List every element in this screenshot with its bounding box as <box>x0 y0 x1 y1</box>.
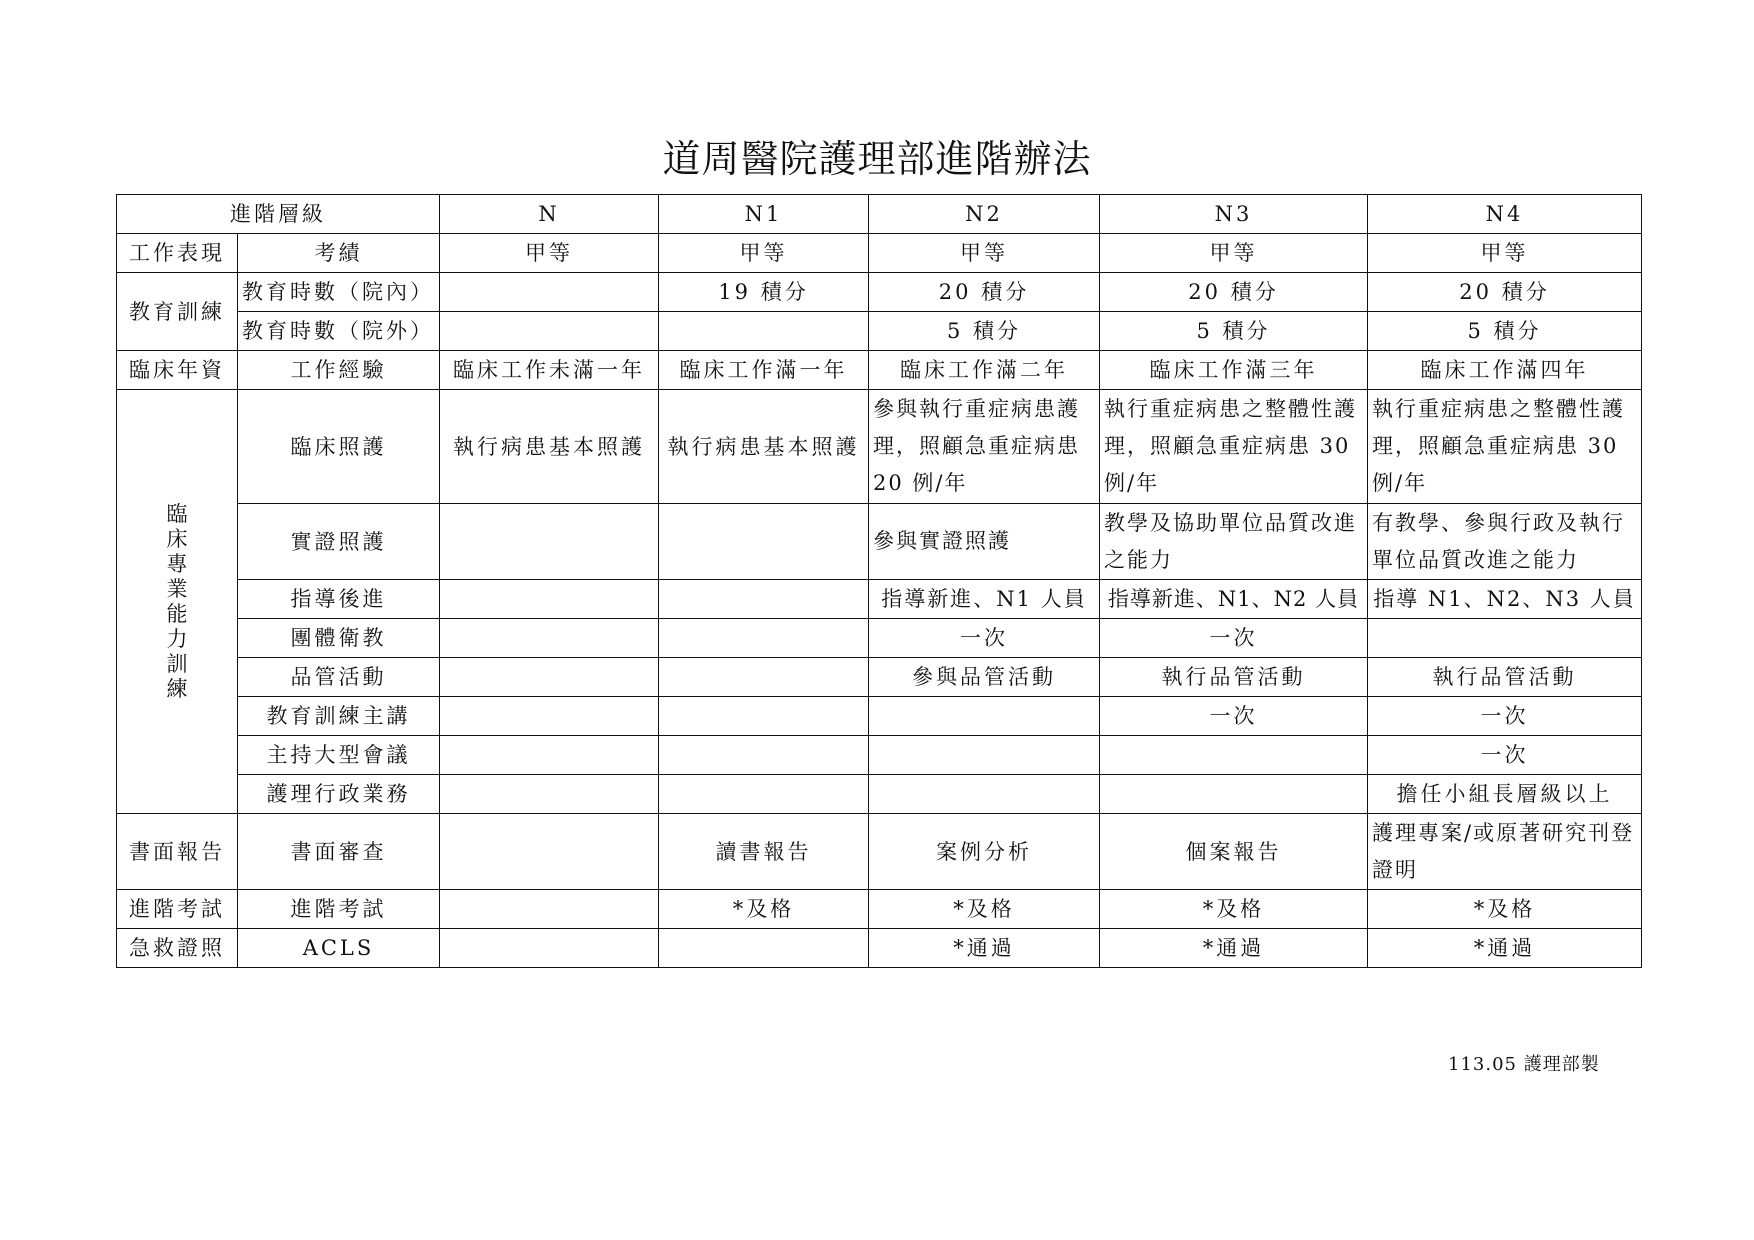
header-level-n: N <box>440 195 659 234</box>
table-cell: 一次 <box>869 619 1100 658</box>
table-cell: 執行病患基本照護 <box>659 390 869 504</box>
table-cell <box>659 775 869 814</box>
header-level-label: 進階層級 <box>117 195 440 234</box>
table-cell: 甲等 <box>1100 234 1368 273</box>
table-row <box>117 273 1642 312</box>
table-cell: 參與實證照護 <box>869 504 1100 580</box>
table-cell: 臨床工作滿一年 <box>659 351 869 390</box>
page-title: 道周醫院護理部進階辦法 <box>662 137 1092 181</box>
table-cell: *及格 <box>1100 890 1368 929</box>
row-item: 護理行政業務 <box>238 775 440 814</box>
table-cell <box>440 814 659 890</box>
table-cell: 執行品管活動 <box>1368 658 1642 697</box>
table-cell: 護理專案/或原著研究刊登證明 <box>1368 814 1642 890</box>
table-cell: 指導新進、N1、N2 人員 <box>1100 580 1368 619</box>
row-item: 品管活動 <box>238 658 440 697</box>
table-cell <box>869 775 1100 814</box>
table-row <box>117 234 1642 273</box>
row-item: 臨床照護 <box>238 390 440 504</box>
table-cell: *通過 <box>869 929 1100 968</box>
table-row <box>117 814 1642 890</box>
table-cell: 讀書報告 <box>659 814 869 890</box>
row-item: 書面審查 <box>238 814 440 890</box>
table-cell: 執行重症病患之整體性護理，照顧急重症病患 30 例/年 <box>1368 390 1642 504</box>
footer-note: 113.05 護理部製 <box>1448 1054 1600 1075</box>
table-cell <box>440 504 659 580</box>
table-cell: *及格 <box>869 890 1100 929</box>
table-cell <box>1368 619 1642 658</box>
table-cell <box>659 619 869 658</box>
row-category: 書面報告 <box>117 814 238 890</box>
table-cell <box>440 312 659 351</box>
table-cell: 一次 <box>1100 697 1368 736</box>
table-cell: *及格 <box>659 890 869 929</box>
table-cell <box>869 697 1100 736</box>
row-item: 團體衛教 <box>238 619 440 658</box>
table-cell: 20 積分 <box>1100 273 1368 312</box>
table-cell: 5 積分 <box>869 312 1100 351</box>
table-cell: 甲等 <box>869 234 1100 273</box>
table-cell: 案例分析 <box>869 814 1100 890</box>
table-cell: 個案報告 <box>1100 814 1368 890</box>
table-cell: 執行品管活動 <box>1100 658 1368 697</box>
table-cell <box>440 697 659 736</box>
table-cell <box>440 273 659 312</box>
table-cell <box>659 929 869 968</box>
table-row <box>117 390 1642 504</box>
row-category: 進階考試 <box>117 890 238 929</box>
row-item: 實證照護 <box>238 504 440 580</box>
row-category: 臨床專業能力訓練 <box>166 501 188 701</box>
row-item: 教育時數（院外） <box>238 312 440 351</box>
table-cell: 臨床工作滿四年 <box>1368 351 1642 390</box>
header-level-n2: N2 <box>869 195 1100 234</box>
row-item: 主持大型會議 <box>238 736 440 775</box>
table-cell: 甲等 <box>440 234 659 273</box>
table-row <box>117 736 1642 775</box>
table-cell: 有教學、參與行政及執行單位品質改進之能力 <box>1368 504 1642 580</box>
table-cell <box>659 580 869 619</box>
table-row <box>117 890 1642 929</box>
table-cell <box>659 312 869 351</box>
table-cell: 甲等 <box>1368 234 1642 273</box>
row-item: 工作經驗 <box>238 351 440 390</box>
row-item: 考績 <box>238 234 440 273</box>
table-cell: 指導 N1、N2、N3 人員 <box>1368 580 1642 619</box>
row-category: 臨床年資 <box>117 351 238 390</box>
table-cell <box>440 775 659 814</box>
table-cell <box>440 890 659 929</box>
row-item: 教育時數（院內） <box>238 273 440 312</box>
table-cell: 執行病患基本照護 <box>440 390 659 504</box>
table-cell: 臨床工作未滿一年 <box>440 351 659 390</box>
table-cell: 參與品管活動 <box>869 658 1100 697</box>
table-cell: 一次 <box>1368 697 1642 736</box>
table-cell <box>1100 775 1368 814</box>
table-cell: 20 積分 <box>869 273 1100 312</box>
header-level-n4: N4 <box>1368 195 1642 234</box>
table-row <box>117 697 1642 736</box>
table-cell <box>659 504 869 580</box>
table-header-row <box>117 195 1642 234</box>
table-cell <box>440 619 659 658</box>
table-row <box>117 312 1642 351</box>
row-category: 急救證照 <box>117 929 238 968</box>
row-item: 教育訓練主講 <box>238 697 440 736</box>
table-cell: *通過 <box>1368 929 1642 968</box>
table-cell: 教學及協助單位品質改進之能力 <box>1100 504 1368 580</box>
table-cell: *及格 <box>1368 890 1642 929</box>
table-row <box>117 775 1642 814</box>
table-cell <box>440 658 659 697</box>
table-row <box>117 351 1642 390</box>
table-row <box>117 504 1642 580</box>
table-cell <box>440 736 659 775</box>
table-cell <box>440 580 659 619</box>
row-category-vertical <box>117 390 238 814</box>
table-cell <box>659 658 869 697</box>
table-cell: 參與執行重症病患護理，照顧急重症病患 20 例/年 <box>869 390 1100 504</box>
table-cell: 臨床工作滿二年 <box>869 351 1100 390</box>
table-row <box>117 619 1642 658</box>
table-cell: 執行重症病患之整體性護理，照顧急重症病患 30 例/年 <box>1100 390 1368 504</box>
table-cell: 臨床工作滿三年 <box>1100 351 1368 390</box>
table-cell <box>1100 736 1368 775</box>
table-cell: 一次 <box>1368 736 1642 775</box>
table-row <box>117 658 1642 697</box>
table-cell: 20 積分 <box>1368 273 1642 312</box>
advancement-table <box>116 194 1642 968</box>
row-item: 進階考試 <box>238 890 440 929</box>
table-cell: 擔任小組長層級以上 <box>1368 775 1642 814</box>
table-cell <box>659 697 869 736</box>
table-row <box>117 580 1642 619</box>
header-level-n1: N1 <box>659 195 869 234</box>
table-row <box>117 929 1642 968</box>
table-cell <box>869 736 1100 775</box>
table-cell <box>440 929 659 968</box>
table-cell: 一次 <box>1100 619 1368 658</box>
row-item: 指導後進 <box>238 580 440 619</box>
table-cell: 5 積分 <box>1368 312 1642 351</box>
header-level-n3: N3 <box>1100 195 1368 234</box>
table-cell: 19 積分 <box>659 273 869 312</box>
row-item: ACLS <box>238 929 440 968</box>
table-cell: *通過 <box>1100 929 1368 968</box>
table-cell: 5 積分 <box>1100 312 1368 351</box>
table-cell: 甲等 <box>659 234 869 273</box>
table-cell <box>659 736 869 775</box>
row-category: 工作表現 <box>117 234 238 273</box>
table-cell: 指導新進、N1 人員 <box>869 580 1100 619</box>
row-category: 教育訓練 <box>117 273 238 351</box>
